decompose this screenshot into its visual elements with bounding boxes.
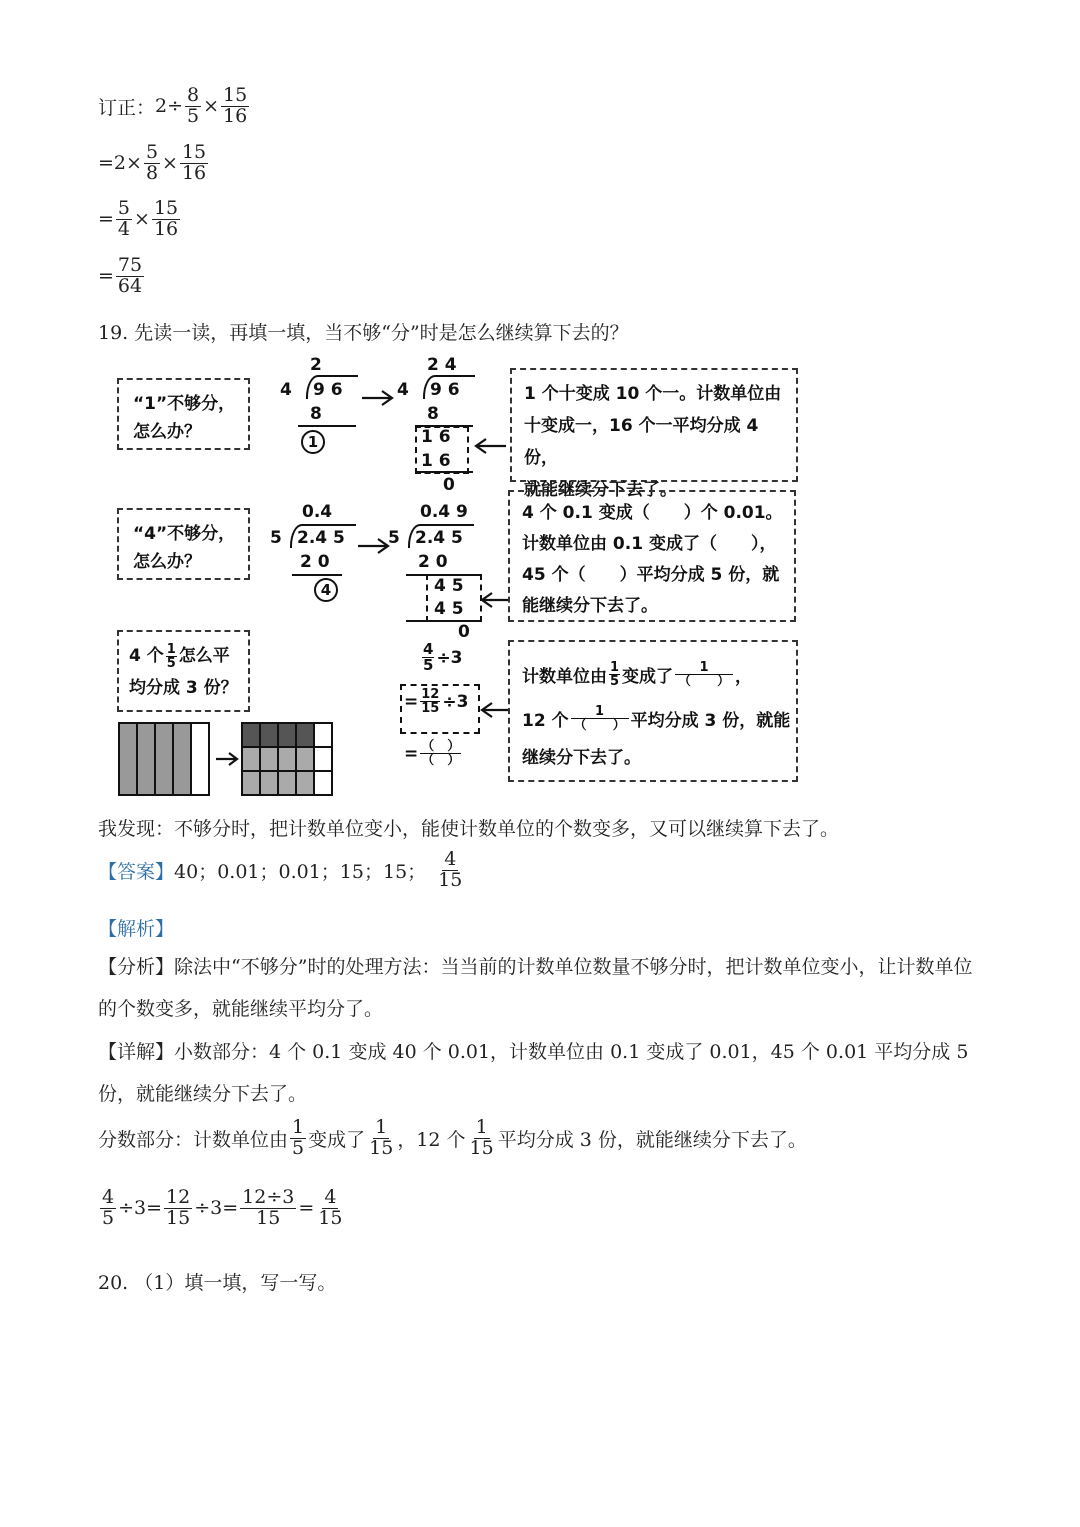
- final-remainder: 0: [443, 475, 455, 495]
- fraction: 4 15: [438, 848, 463, 891]
- long-division-96-step1: [280, 355, 360, 455]
- dividend: 9 6: [430, 380, 460, 400]
- fraction: $\frac{5}{4}$: [117, 197, 131, 240]
- arrow-right-icon: [356, 536, 392, 556]
- operator: =: [298, 1197, 315, 1220]
- explanation-box-3: [508, 640, 798, 782]
- answer-line: [98, 850, 466, 891]
- note-text: 变成了: [622, 666, 674, 687]
- section-label: 【详解】: [98, 1041, 175, 1063]
- remainder-brought-down: 4 5: [434, 576, 464, 596]
- subtrahend: 4 5: [434, 599, 464, 619]
- model-twelve-fifteenths: [242, 723, 332, 795]
- arrow-right-icon: [216, 753, 237, 765]
- fraction: $\frac{4}{15}$: [318, 1186, 343, 1229]
- long-division-245-full: [388, 502, 488, 642]
- expr-text: =: [98, 265, 114, 288]
- quotient: 0.4 9: [420, 502, 468, 522]
- quotient: 0.4: [302, 502, 333, 522]
- question-20-title: 20. （1）填一填，写一写。: [98, 1272, 337, 1294]
- operator: ×: [203, 95, 220, 118]
- fraction: 1 15: [369, 1116, 394, 1159]
- note-text: 12 个: [522, 710, 569, 731]
- operator: ÷3=: [118, 1197, 163, 1220]
- note-line: 能继续分下去了。: [522, 596, 658, 616]
- final-equation: [98, 1188, 346, 1229]
- arrow-left-icon: [478, 700, 510, 720]
- paragraph-text: 除法中“不够分”时的处理方法：当当前的计数单位数量不够分时，把计数单位变小，让计数单位的个数变多，就能继续平均分了。: [98, 956, 973, 1020]
- analysis-label: 【解析】: [98, 918, 175, 940]
- subtrahend: 2 0: [300, 552, 330, 572]
- question-box-1: [117, 378, 250, 450]
- fraction: $\frac{75}{64}$: [117, 254, 143, 297]
- explanation-box-1: [510, 368, 798, 500]
- fraction-blank: 1 （ ）: [675, 661, 733, 688]
- paragraph-text: 小数部分：4 个 0.1 变成 40 个 0.01，计数单位由 0.1 变成了 0.01，45 个 0.01 平均分成 5 份，就能继续分下去了。: [98, 1041, 969, 1105]
- fraction: $\frac{15}{16}$: [181, 141, 207, 184]
- note-line: 十变成一，16 个一平均分成 4 份，: [524, 416, 759, 468]
- paragraph-text: 分数部分：计数单位由: [98, 1128, 289, 1151]
- section-label: 【分析】: [98, 956, 175, 978]
- question-line: 怎么办？: [133, 422, 201, 442]
- fraction: $\frac{12}{15}$: [421, 687, 440, 716]
- circled-remainder: 1: [301, 430, 325, 454]
- question-19-title: 19. 先读一读，再填一填，当不够“分”时是怎么继续算下去的？: [98, 322, 629, 344]
- expr-text: 2÷: [155, 95, 184, 118]
- fraction: $\frac{15}{16}$: [223, 84, 248, 127]
- dividend: 2.4 5: [415, 528, 463, 548]
- quotient: 2: [310, 355, 322, 375]
- correction-line-3: [98, 199, 182, 240]
- fraction: 1 5: [166, 641, 176, 671]
- operator: =: [404, 691, 419, 712]
- note-line: 继续分下去了。: [522, 748, 641, 768]
- final-remainder: 0: [458, 622, 470, 642]
- subtrahend: 2 0: [418, 552, 448, 572]
- divisor: 5: [270, 528, 282, 548]
- arrow-left-icon: [472, 436, 508, 456]
- question-text: 怎么平: [178, 646, 230, 666]
- arrow-right-icon: [360, 388, 396, 408]
- analysis-paragraph: [98, 946, 986, 1030]
- correction-line-1: [98, 86, 251, 127]
- detail-paragraph: [98, 1031, 986, 1115]
- fraction-part-line: [98, 1118, 807, 1159]
- fraction: $\frac{5}{8}$: [145, 141, 159, 184]
- remainder-brought-down: 1 6: [421, 427, 451, 447]
- fraction: 1 15: [469, 1116, 494, 1159]
- expr-text: =: [98, 208, 114, 231]
- fraction: $\frac{12\div 3}{15}$: [242, 1186, 295, 1229]
- fraction-blank: （ ） （ ）: [421, 739, 461, 768]
- subtrahend: 8: [310, 404, 322, 424]
- operator: =: [404, 743, 419, 764]
- arrow-left-icon: [478, 590, 510, 610]
- discovery-sentence: 我发现：不够分时，把计数单位变小，能使计数单位的个数变多，又可以继续算下去了。: [98, 818, 840, 840]
- operator: ÷3: [442, 691, 469, 712]
- fraction: $\frac{8}{5}$: [187, 84, 200, 127]
- answer-label: 【答案】: [98, 860, 175, 883]
- note-text: 计数单位由: [522, 666, 607, 687]
- answer-text: 40；0.01；0.01；15；15；: [174, 860, 427, 883]
- note-text: ，: [735, 666, 753, 687]
- long-division-245-step1: [270, 502, 366, 602]
- operator: ×: [162, 152, 178, 175]
- fraction-division-calc: [400, 642, 486, 782]
- dividend: 2.4 5: [297, 528, 345, 548]
- note-text: 平均分成 3 份，就能: [630, 710, 791, 731]
- fraction: $\frac{4}{5}$: [423, 640, 434, 674]
- fraction-blank: 1 （ ）: [571, 705, 629, 732]
- correction-line-4: [98, 256, 146, 297]
- explanation-box-2: [508, 490, 796, 622]
- paragraph-text: 平均分成 3 份，就能继续分下去了。: [497, 1128, 807, 1151]
- quotient: 2 4: [427, 355, 457, 375]
- question-line: 怎么办？: [133, 552, 201, 572]
- expr-text: =2×: [98, 152, 142, 175]
- fraction: $\frac{15}{16}$: [153, 197, 179, 240]
- note-line: 4 个 0.1 变成（ ）个 0.01。: [522, 503, 783, 523]
- question-box-3: [117, 630, 250, 712]
- subtrahend: 8: [427, 404, 439, 424]
- note-line: 就能继续分下去了。: [524, 480, 677, 500]
- note-line: 计数单位由 0.1 变成了（ ），: [522, 534, 777, 554]
- paragraph-text: ，12 个: [397, 1128, 466, 1151]
- paragraph-text: 变成了: [308, 1128, 366, 1151]
- fraction-area-models: [118, 722, 334, 796]
- question-line: “4”不够分，: [133, 524, 236, 544]
- divisor: 4: [280, 380, 292, 400]
- fraction: 1 5: [610, 659, 620, 689]
- fraction: $\frac{4}{5}$: [102, 1186, 115, 1229]
- question-line: “1”不够分，: [133, 394, 236, 414]
- question-box-2: [117, 508, 250, 580]
- correction-line-2: [98, 143, 210, 184]
- operator: ÷3=: [194, 1197, 239, 1220]
- divisor: 5: [388, 528, 400, 548]
- operator: ÷3: [436, 647, 463, 668]
- model-four-fifths: [119, 723, 209, 795]
- dividend: 9 6: [313, 380, 343, 400]
- circled-remainder: 4: [314, 578, 338, 602]
- note-line: 45 个（ ）平均分成 5 份，就: [522, 565, 780, 585]
- subtrahend: 1 6: [421, 451, 451, 471]
- fraction: $\frac{12}{15}$: [166, 1186, 191, 1229]
- question-line: 均分成 3 份？: [129, 678, 238, 698]
- divisor: 4: [397, 380, 409, 400]
- long-division-96-full: [397, 355, 487, 495]
- correction-label: 订正：: [98, 96, 156, 119]
- fraction: 1 5: [292, 1116, 305, 1159]
- note-line: 1 个十变成 10 个一。计数单位由: [524, 384, 782, 404]
- operator: ×: [134, 208, 150, 231]
- question-text: 4 个: [129, 646, 164, 666]
